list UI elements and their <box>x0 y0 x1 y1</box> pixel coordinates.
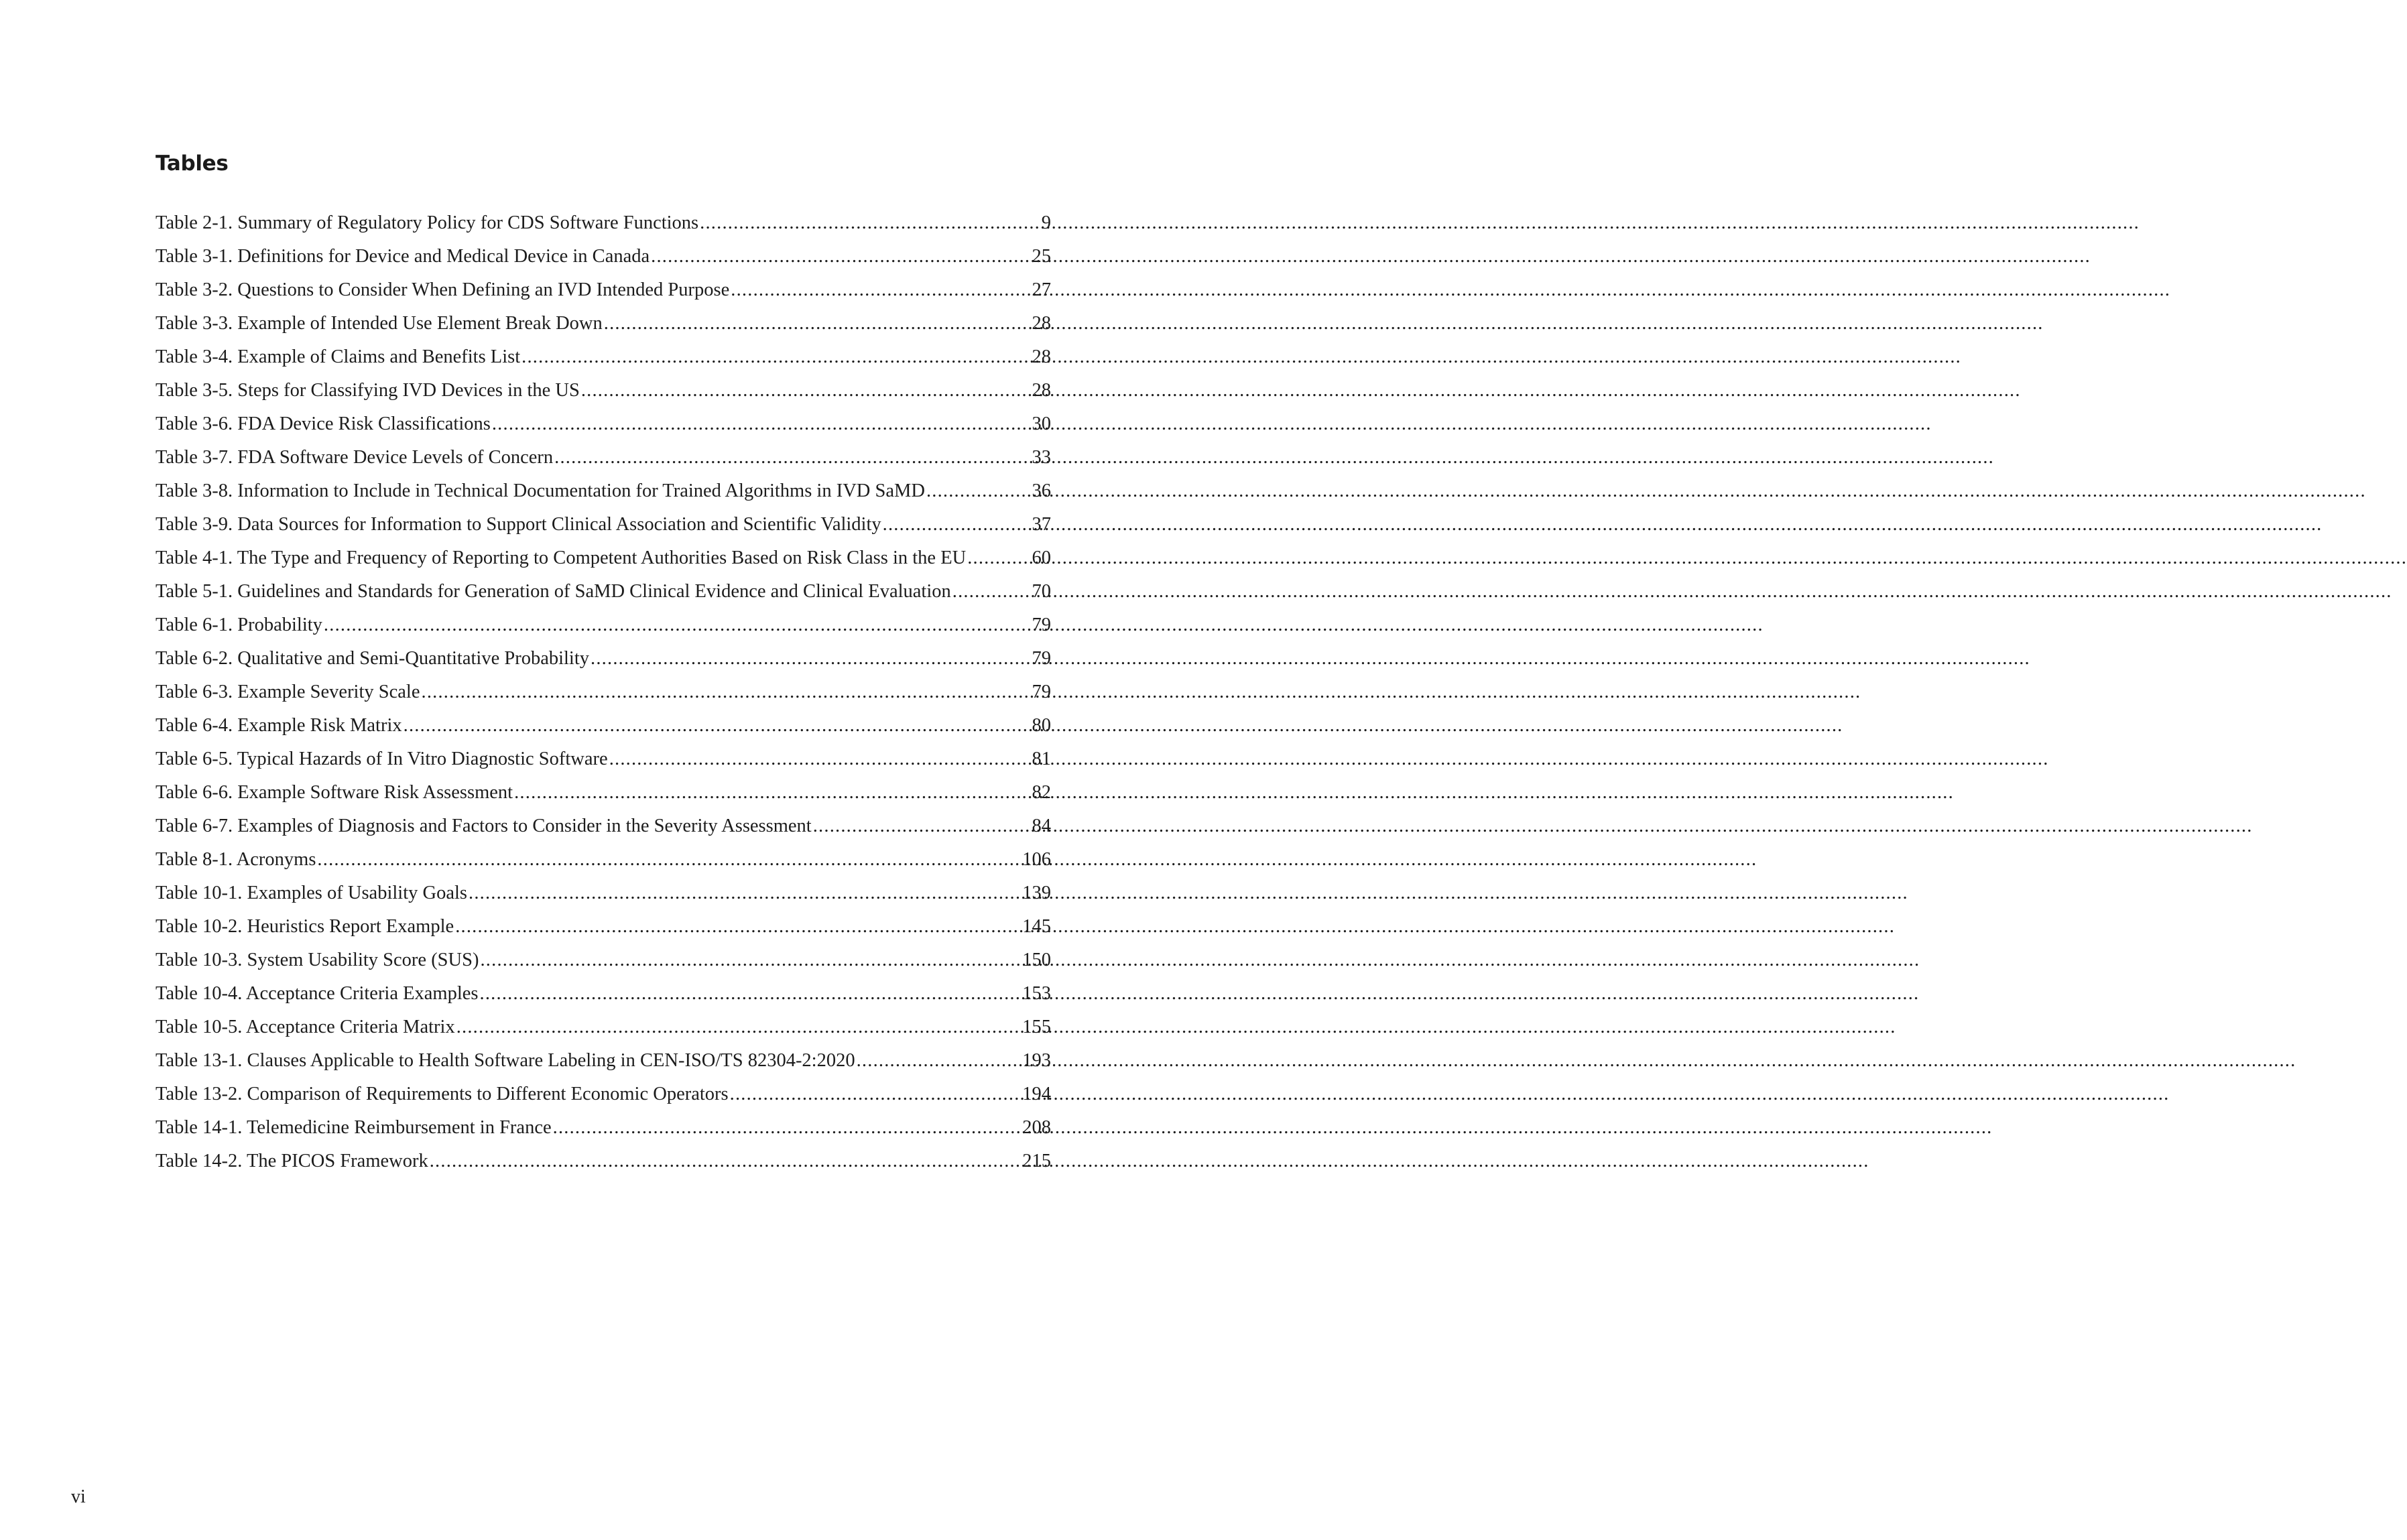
dot-leader <box>952 575 1031 608</box>
toc-entry-label: Table 2-1. Summary of Regulatory Policy for CDS Software Functions <box>156 212 699 233</box>
toc-entry[interactable] <box>156 1078 1051 1111</box>
toc-entry[interactable] <box>156 810 1051 843</box>
toc-entry-label: Table 14-2. The PICOS Framework <box>156 1151 428 1171</box>
toc-entry-page: 28 <box>1032 380 1051 401</box>
dot-leader <box>581 374 1031 407</box>
page-number: vi <box>71 1486 86 1507</box>
toc-entry-label: Table 6-1. Probability <box>156 615 322 635</box>
toc-entry-page: 193 <box>1022 1050 1051 1071</box>
toc-entry[interactable] <box>156 307 1051 340</box>
dot-leader <box>480 944 1021 977</box>
toc-entry-label: Table 6-3. Example Severity Scale <box>156 682 420 702</box>
toc-entry[interactable] <box>156 1011 1051 1044</box>
toc-entry[interactable] <box>156 1145 1051 1178</box>
toc-entry-label: Table 14-1. Telemedicine Reimbursement in France <box>156 1117 552 1138</box>
toc-entry[interactable] <box>156 1111 1051 1145</box>
toc-entry-page: 79 <box>1032 615 1051 635</box>
toc-entry-page: 139 <box>1022 883 1051 903</box>
toc-entry[interactable] <box>156 977 1051 1011</box>
toc-entry[interactable] <box>156 776 1051 810</box>
toc-entry[interactable] <box>156 206 1051 240</box>
toc-entry[interactable] <box>156 474 1051 508</box>
toc-entry[interactable] <box>156 340 1051 374</box>
toc-entry-label: Table 6-7. Examples of Diagnosis and Factors to Consider in the Severity Assessment <box>156 816 812 836</box>
toc-entry-label: Table 10-5. Acceptance Criteria Matrix <box>156 1017 455 1037</box>
dot-leader <box>456 1011 1022 1044</box>
toc-entry-page: 145 <box>1022 916 1051 937</box>
toc-entry-label: Table 10-1. Examples of Usability Goals <box>156 883 467 903</box>
toc-entry-page: 25 <box>1032 246 1051 267</box>
dot-leader <box>514 776 1030 810</box>
toc-entry-page: 194 <box>1022 1084 1051 1104</box>
toc-entry[interactable] <box>156 508 1051 541</box>
dot-leader <box>430 1145 1022 1178</box>
toc-entry-label: Table 13-2. Comparison of Requirements to Different Economic Operators <box>156 1084 729 1104</box>
toc-entry[interactable] <box>156 944 1051 977</box>
dot-leader <box>554 441 1030 474</box>
toc-entry-page: 82 <box>1032 782 1051 803</box>
toc-entry-page: 27 <box>1032 279 1051 300</box>
toc-entry-page: 208 <box>1022 1117 1051 1138</box>
toc-entry[interactable] <box>156 273 1051 307</box>
toc-entry-label: Table 3-4. Example of Claims and Benefits List <box>156 346 521 367</box>
toc-entry-page: 60 <box>1032 548 1051 568</box>
dot-leader <box>857 1044 1022 1078</box>
toc-entry-label: Table 3-3. Example of Intended Use Element Break Down <box>156 313 603 334</box>
toc-entry-page: 79 <box>1032 682 1051 702</box>
toc-entry[interactable] <box>156 575 1051 608</box>
dot-leader <box>324 608 1031 642</box>
toc-entry-page: 28 <box>1032 346 1051 367</box>
dot-leader <box>469 877 1021 910</box>
tables-list <box>156 206 1051 1178</box>
toc-entry-page: 81 <box>1032 749 1051 769</box>
toc-entry-page: 155 <box>1022 1017 1051 1037</box>
toc-entry-label: Table 4-1. The Type and Frequency of Reporting to Competent Authorities Based on Risk Class in the EU <box>156 548 967 568</box>
toc-entry-label: Table 6-4. Example Risk Matrix <box>156 715 402 736</box>
toc-entry-label: Table 10-2. Heuristics Report Example <box>156 916 454 937</box>
toc-entry-label: Table 8-1. Acronyms <box>156 849 316 870</box>
toc-entry[interactable] <box>156 374 1051 407</box>
toc-entry[interactable] <box>156 642 1051 676</box>
toc-entry-label: Table 13-1. Clauses Applicable to Health Software Labeling in CEN-ISO/TS 82304-2:2020 <box>156 1050 855 1071</box>
toc-entry-label: Table 6-5. Typical Hazards of In Vitro Diagnostic Software <box>156 749 608 769</box>
toc-entry[interactable] <box>156 1044 1051 1078</box>
dot-leader <box>730 1078 1022 1111</box>
dot-leader <box>813 810 1031 843</box>
toc-entry[interactable] <box>156 676 1051 709</box>
toc-entry[interactable] <box>156 541 1051 575</box>
dot-leader <box>651 240 1030 273</box>
toc-entry-label: Table 3-2. Questions to Consider When Defining an IVD Intended Purpose <box>156 279 730 300</box>
toc-entry-label: Table 3-8. Information to Include in Technical Documentation for Trained Algorithms in IVD SaMD <box>156 480 925 501</box>
toc-entry-page: 36 <box>1032 480 1051 501</box>
toc-entry[interactable] <box>156 407 1051 441</box>
toc-entry-page: 33 <box>1032 447 1051 468</box>
toc-entry-page: 80 <box>1032 715 1051 736</box>
dot-leader <box>967 541 1030 575</box>
dot-leader <box>609 743 1031 776</box>
toc-entry[interactable] <box>156 441 1051 474</box>
toc-entry-label: Table 6-2. Qualitative and Semi-Quantitative Probability <box>156 648 590 669</box>
toc-entry[interactable] <box>156 910 1051 944</box>
dot-leader <box>604 307 1031 340</box>
toc-entry-page: 106 <box>1022 849 1051 870</box>
toc-entry-label: Table 5-1. Guidelines and Standards for Generation of SaMD Clinical Evidence and Clinical Evaluation <box>156 581 951 602</box>
toc-entry-page: 70 <box>1032 581 1051 602</box>
toc-entry-page: 30 <box>1032 413 1051 434</box>
dot-leader <box>553 1111 1022 1145</box>
toc-entry-page: 153 <box>1022 983 1051 1004</box>
dot-leader <box>480 977 1022 1011</box>
dot-leader <box>700 206 1040 240</box>
toc-entry-label: Table 3-5. Steps for Classifying IVD Devices in the US <box>156 380 580 401</box>
toc-entry-page: 150 <box>1022 950 1051 970</box>
toc-entry-page: 28 <box>1032 313 1051 334</box>
toc-entry[interactable] <box>156 240 1051 273</box>
toc-entry-page: 9 <box>1041 212 1051 233</box>
dot-leader <box>731 273 1030 307</box>
toc-entry[interactable] <box>156 709 1051 743</box>
dot-leader <box>455 910 1021 944</box>
toc-entry-label: Table 3-7. FDA Software Device Levels of Concern <box>156 447 554 468</box>
toc-entry-label: Table 3-1. Definitions for Device and Medical Device in Canada <box>156 246 650 267</box>
dot-leader <box>883 508 1031 541</box>
toc-entry-label: Table 10-3. System Usability Score (SUS) <box>156 950 479 970</box>
dot-leader <box>926 474 1031 508</box>
toc-entry[interactable] <box>156 608 1051 642</box>
toc-entry-label: Table 3-6. FDA Device Risk Classifications <box>156 413 491 434</box>
dot-leader <box>317 843 1021 877</box>
toc-entry-page: 84 <box>1032 816 1051 836</box>
dot-leader <box>492 407 1031 441</box>
dot-leader <box>422 676 1031 709</box>
dot-leader <box>404 709 1031 743</box>
toc-entry-label: Table 6-6. Example Software Risk Assessment <box>156 782 513 803</box>
toc-entry[interactable] <box>156 743 1051 776</box>
dot-leader <box>521 340 1030 374</box>
toc-entry-page: 79 <box>1032 648 1051 669</box>
toc-entry-page: 37 <box>1032 514 1051 535</box>
toc-entry-page: 215 <box>1022 1151 1051 1171</box>
toc-entry[interactable] <box>156 843 1051 877</box>
toc-entry[interactable] <box>156 877 1051 910</box>
dot-leader <box>591 642 1030 676</box>
section-heading: Tables <box>156 151 229 176</box>
toc-entry-label: Table 10-4. Acceptance Criteria Examples <box>156 983 479 1004</box>
toc-entry-label: Table 3-9. Data Sources for Information to Support Clinical Association and Scientific Validity <box>156 514 881 535</box>
